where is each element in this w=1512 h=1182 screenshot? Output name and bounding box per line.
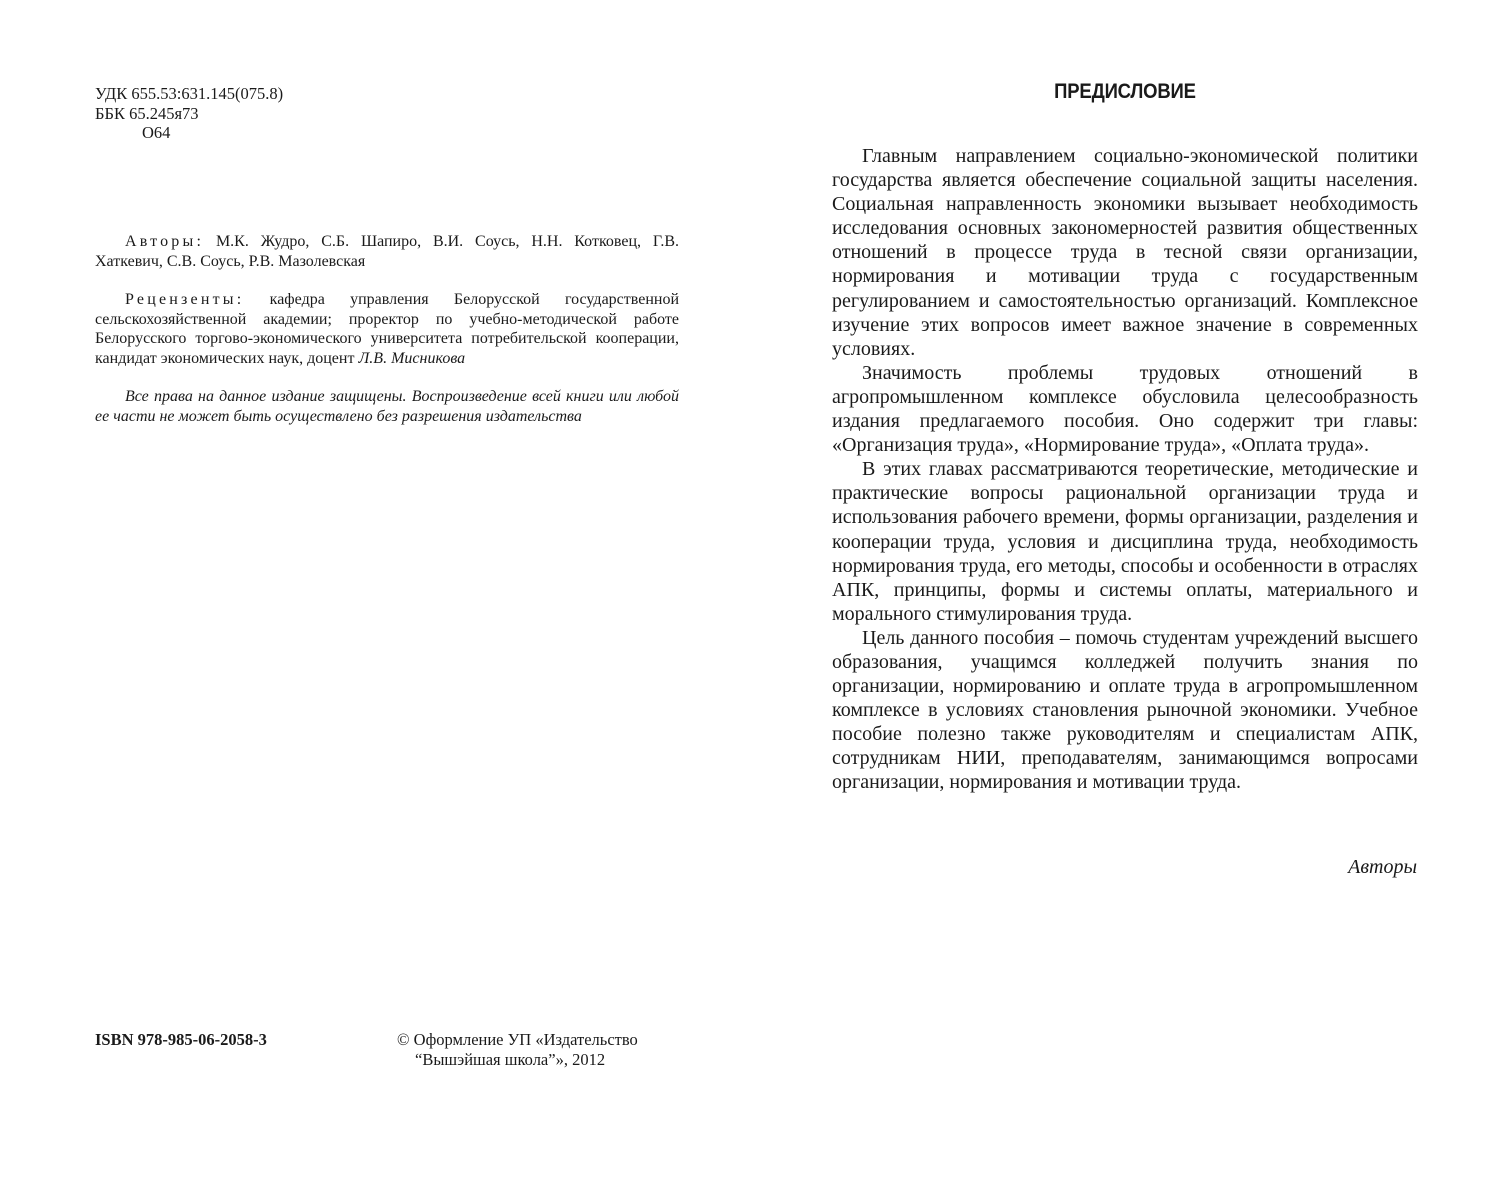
isbn: ISBN 978-985-06-2058-3 bbox=[95, 1030, 267, 1049]
authors-text: М.К. Жудро, С.Б. Шапиро, В.И. Соусь, Н.Н. Котковец, Г.В. Хаткевич, С.В. Соусь, Р.В. Мазолевская bbox=[95, 233, 680, 270]
copyright-notice bbox=[397, 1030, 687, 1070]
authors-label: Авторы: bbox=[125, 233, 205, 250]
classification-block bbox=[95, 84, 283, 143]
reviewers-label: Рецензенты: bbox=[125, 291, 245, 308]
preface-body bbox=[832, 144, 1418, 795]
preface-signature: Авторы bbox=[1348, 856, 1417, 878]
authors-paragraph bbox=[95, 232, 679, 271]
preface-title: ПРЕДИСЛОВИЕ bbox=[1054, 80, 1196, 103]
rights-notice: Все права на данное издание защищены. Воспроизведение всей книги или любой ее части не может быть осуществлено без разрешения издательства bbox=[95, 388, 679, 425]
preface-paragraph: Главным направлением социально-экономической политики государства является обеспечение социальной защиты населения. Социальная направленность экономики вызывает необходимость исследования основных закономерностей развития общественных отношений в процессе труда в тесной связи организации, нормирования и мотивации труда с государственным регулированием и самостоятельностью организаций. Комплексное изучение этих вопросов имеет важное значение в современных условиях. bbox=[832, 145, 1418, 360]
bbk-code: ББК 65.245я73 bbox=[95, 103, 199, 123]
right-page bbox=[756, 0, 1512, 1182]
copyright-line-1: © Оформление УП «Издательство bbox=[397, 1030, 638, 1049]
preface-paragraph: Цель данного пособия – помочь студентам учреждений высшего образования, учащимся колледжей получить знания по организации, нормированию и оплате труда в агропромышленном комплексе в условиях становления рыночной экономики. Учебное пособие полезно также руководителям и специалистам АПК, сотрудникам НИИ, преподавателям, занимающимся вопросами организации, нормирования и мотивации труда. bbox=[832, 626, 1418, 794]
reviewer-name: Л.В. Мисникова bbox=[358, 349, 466, 367]
udk-code: УДК 655.53:631.145(075.8) bbox=[95, 84, 284, 103]
reviewers-text: кафедра управления Белорусской государственной сельскохозяйственной академии; проректор по учебно-методической работе Белорусского торгово-экономического университета потребительской кооперации, кандидат экономических наук, доцент bbox=[95, 291, 680, 367]
preface-paragraph: В этих главах рассматриваются теоретические, методические и практические вопросы рациональной организации труда и использования рабочего времени, формы организации, разделения и кооперации труда, условия и дисциплина труда, необходимость нормирования труда, его методы, способы и особенности в отраслях АПК, принципы, формы и системы оплаты, материального и морального стимулирования труда. bbox=[832, 458, 1418, 625]
author-mark: О64 bbox=[142, 123, 171, 142]
copyright-line-2: “Вышэйшая школа”», 2012 bbox=[415, 1050, 606, 1069]
preface-paragraph: Значимость проблемы трудовых отношений в агропромышленном комплексе обусловила целесообразность издания предлагаемого пособия. Оно содержит три главы: «Организация труда», «Нормирование труда», «Оплата труда». bbox=[832, 361, 1418, 457]
credits-block bbox=[95, 232, 679, 445]
reviewers-paragraph bbox=[95, 290, 679, 368]
